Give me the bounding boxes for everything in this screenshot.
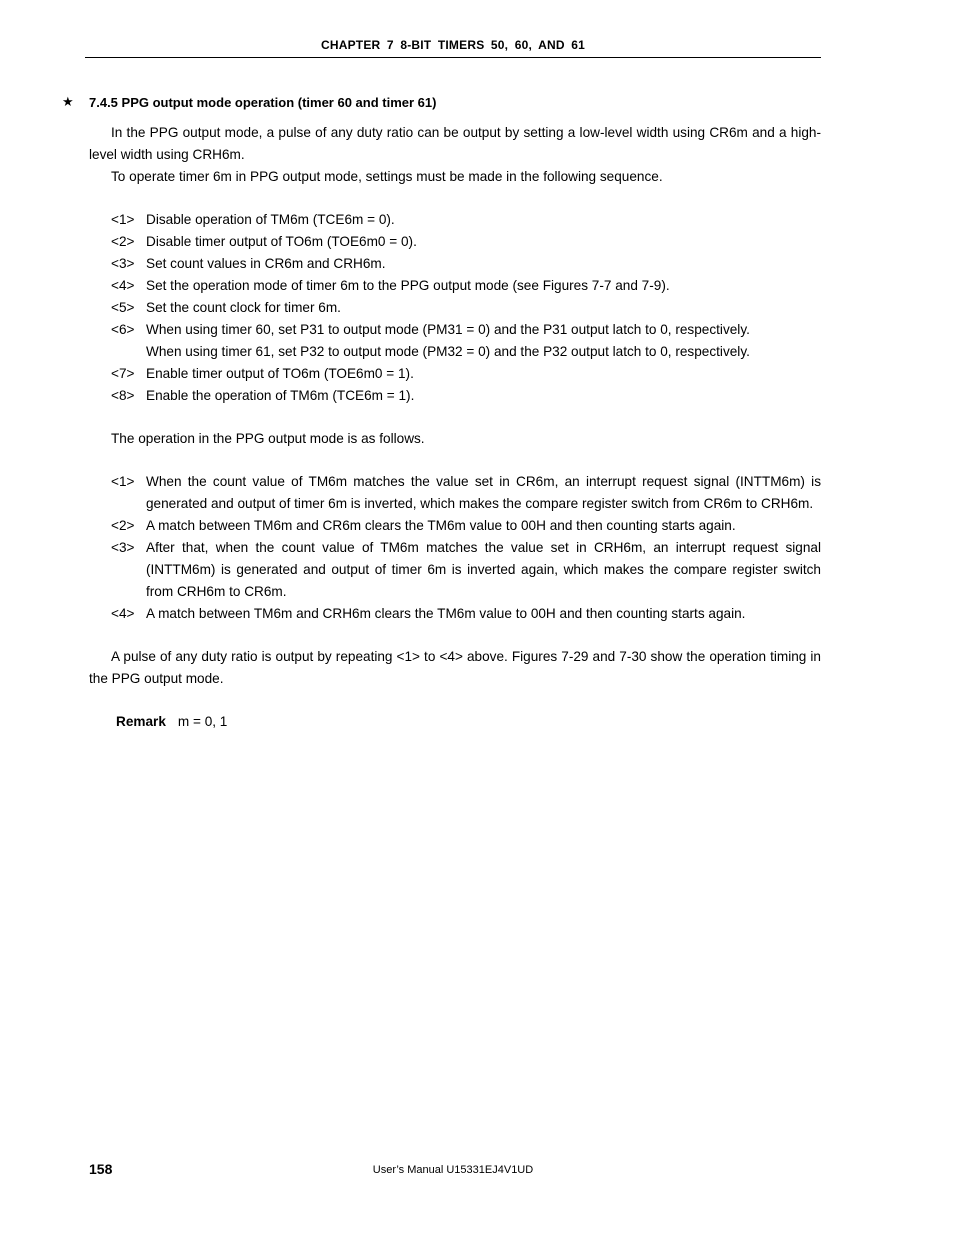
list-item — [89, 537, 821, 603]
chapter-header: CHAPTER 7 8-BIT TIMERS 50, 60, AND 61 — [320, 38, 585, 52]
step-number: <4> — [111, 278, 135, 293]
list-item — [89, 515, 821, 537]
step-text: Set count values in CR6m and CRH6m. — [146, 256, 386, 271]
remark-label: Remark — [116, 714, 166, 729]
step-text-continued: When using timer 61, set P32 to output mode (PM32 = 0) and the P32 output latch to 0, respectively. — [146, 344, 750, 359]
settings-steps-list — [89, 209, 821, 407]
manual-footer: User’s Manual U15331EJ4V1UD — [372, 1164, 534, 1176]
operation-steps-list — [89, 471, 821, 625]
list-item — [89, 275, 821, 297]
intro-paragraph-2: To operate timer 6m in PPG output mode, settings must be made in the following sequence. — [111, 169, 663, 184]
list-item — [89, 319, 821, 363]
operation-intro: The operation in the PPG output mode is as follows. — [111, 431, 425, 446]
body-content — [89, 122, 821, 733]
page-number: 158 — [89, 1161, 113, 1177]
list-item — [89, 471, 821, 515]
step-number: <5> — [111, 300, 135, 315]
step-number: <6> — [111, 322, 135, 337]
list-item — [89, 253, 821, 275]
step-text: When the count value of TM6m matches the value set in CR6m, an interrupt request signal (INTTM6m) is generated and output of timer 6m is inverted, which makes the compare register switch from CR6m to CRH6m. — [146, 474, 821, 511]
list-item — [89, 603, 821, 625]
header-rule — [85, 57, 821, 58]
step-number: <2> — [111, 234, 135, 249]
revision-star-icon: ★ — [62, 94, 74, 109]
list-item — [89, 297, 821, 319]
intro-paragraph-1: In the PPG output mode, a pulse of any duty ratio can be output by setting a low-level width using CR6m and a high-level width using CRH6m. — [89, 125, 821, 162]
step-number: <3> — [111, 540, 135, 555]
step-text: Enable timer output of TO6m (TOE6m0 = 1). — [146, 366, 414, 381]
step-text: Enable the operation of TM6m (TCE6m = 1). — [146, 388, 415, 403]
summary-paragraph: A pulse of any duty ratio is output by repeating <1> to <4> above. Figures 7-29 and 7-30 show the operation timing in the PPG output mode. — [89, 649, 821, 686]
step-number: <8> — [111, 388, 135, 403]
step-text: When using timer 60, set P31 to output mode (PM31 = 0) and the P31 output latch to 0, respectively. — [146, 322, 750, 337]
step-number: <2> — [111, 518, 135, 533]
list-item — [89, 231, 821, 253]
step-text: Disable operation of TM6m (TCE6m = 0). — [146, 212, 395, 227]
step-text: A match between TM6m and CR6m clears the TM6m value to 00H and then counting starts again. — [146, 518, 736, 533]
step-number: <1> — [111, 212, 135, 227]
step-number: <1> — [111, 474, 135, 489]
remark-note — [89, 711, 821, 733]
step-number: <7> — [111, 366, 135, 381]
step-text: Disable timer output of TO6m (TOE6m0 = 0). — [146, 234, 417, 249]
remark-text: m = 0, 1 — [177, 714, 228, 729]
step-number: <4> — [111, 606, 135, 621]
list-item — [89, 385, 821, 407]
step-text: Set the operation mode of timer 6m to the PPG output mode (see Figures 7-7 and 7-9). — [146, 278, 670, 293]
list-item — [89, 363, 821, 385]
step-text: Set the count clock for timer 6m. — [146, 300, 341, 315]
step-text: A match between TM6m and CRH6m clears the TM6m value to 00H and then counting starts again. — [146, 606, 746, 621]
step-text: After that, when the count value of TM6m matches the value set in CRH6m, an interrupt request signal (INTTM6m) is generated and output of timer 6m is inverted again, which makes the compare register switch from CRH6m to CR6m. — [146, 540, 821, 599]
section-heading: 7.4.5 PPG output mode operation (timer 60 and timer 61) — [89, 95, 437, 110]
step-number: <3> — [111, 256, 135, 271]
list-item — [89, 209, 821, 231]
